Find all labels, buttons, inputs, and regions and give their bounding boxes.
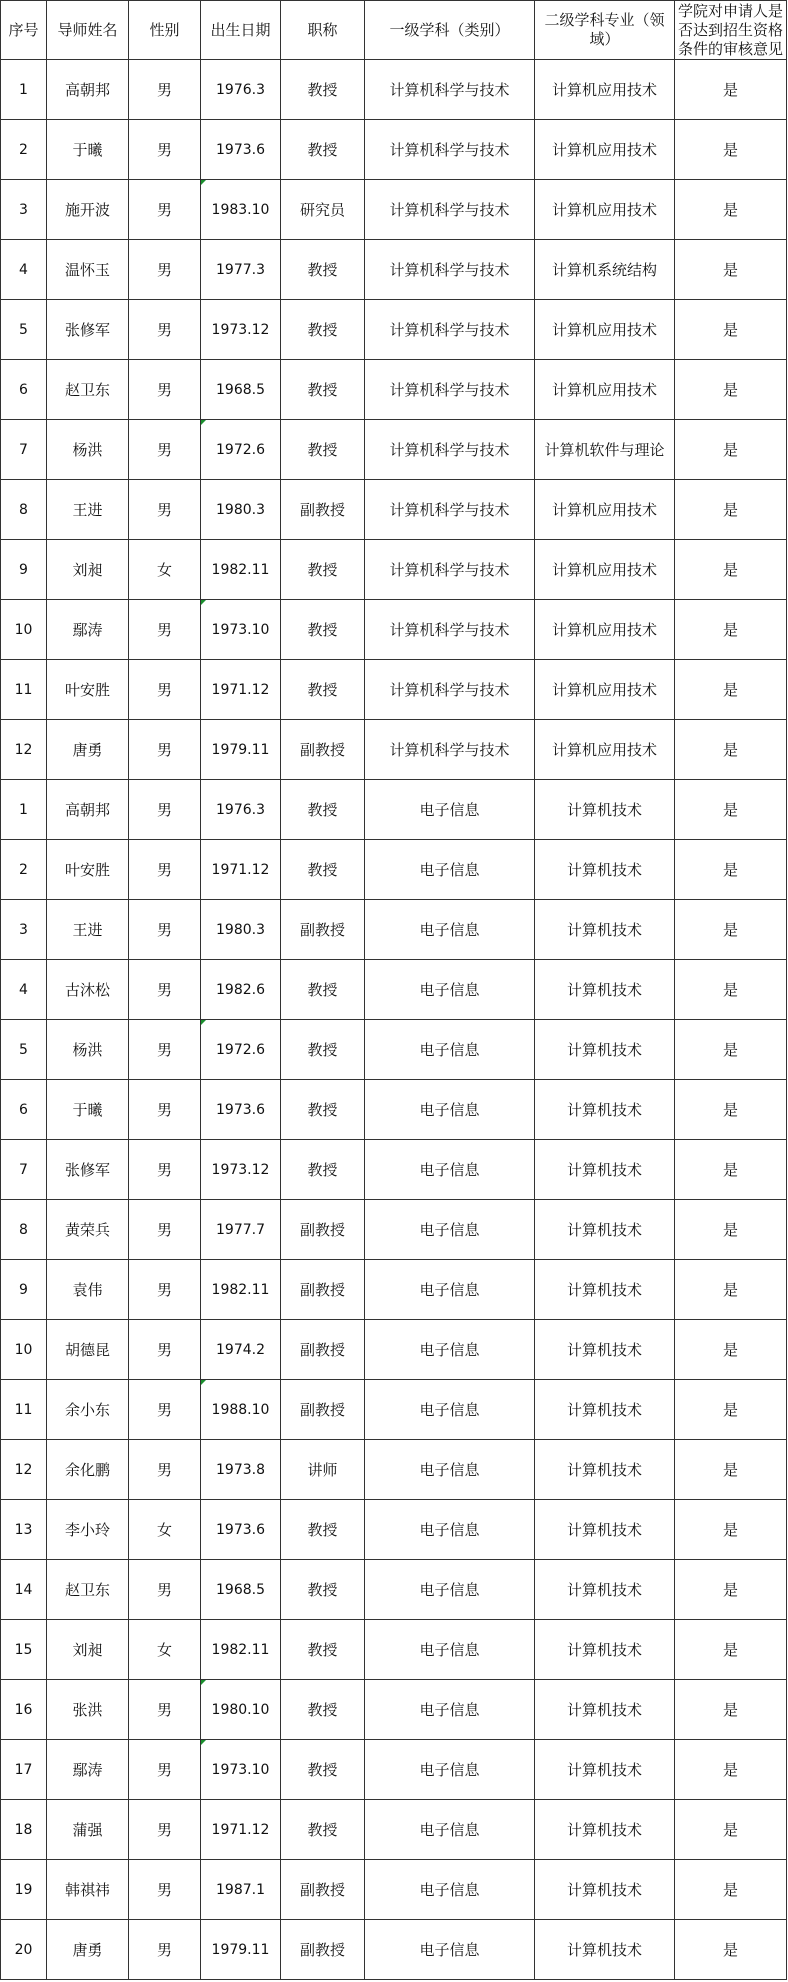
cell-gender: 男	[129, 120, 201, 180]
cell-title: 教授	[281, 780, 365, 840]
cell-title: 教授	[281, 840, 365, 900]
cell-secondary-discipline: 计算机应用技术	[535, 180, 675, 240]
table-row	[1, 1440, 787, 1500]
cell-title: 教授	[281, 1680, 365, 1740]
table-row	[1, 120, 787, 180]
cell-secondary-discipline: 计算机技术	[535, 900, 675, 960]
table-row	[1, 600, 787, 660]
cell-birth-date: 1982.11	[201, 1260, 281, 1320]
cell-gender: 男	[129, 1800, 201, 1860]
cell-birth-date: 1980.10	[201, 1680, 281, 1740]
cell-secondary-discipline: 计算机技术	[535, 1500, 675, 1560]
cell-birth-date: 1973.10	[201, 600, 281, 660]
cell-review-opinion: 是	[675, 1560, 787, 1620]
cell-index: 16	[1, 1680, 47, 1740]
table-row	[1, 1140, 787, 1200]
cell-gender: 男	[129, 900, 201, 960]
cell-gender: 男	[129, 1860, 201, 1920]
cell-gender: 男	[129, 1440, 201, 1500]
cell-secondary-discipline: 计算机系统结构	[535, 240, 675, 300]
cell-secondary-discipline: 计算机技术	[535, 1200, 675, 1260]
cell-review-opinion: 是	[675, 360, 787, 420]
cell-index: 12	[1, 1440, 47, 1500]
table-row	[1, 420, 787, 480]
cell-birth-date: 1987.1	[201, 1860, 281, 1920]
cell-title: 教授	[281, 1740, 365, 1800]
header-name: 导师姓名	[47, 1, 129, 60]
cell-index: 13	[1, 1500, 47, 1560]
cell-primary-discipline: 计算机科学与技术	[365, 660, 535, 720]
cell-review-opinion: 是	[675, 960, 787, 1020]
cell-review-opinion: 是	[675, 1080, 787, 1140]
header-birth-date: 出生日期	[201, 1, 281, 60]
cell-index: 1	[1, 60, 47, 120]
cell-review-opinion: 是	[675, 1500, 787, 1560]
cell-title: 副教授	[281, 1860, 365, 1920]
cell-name: 温怀玉	[47, 240, 129, 300]
cell-birth-date: 1982.11	[201, 540, 281, 600]
cell-primary-discipline: 电子信息	[365, 1020, 535, 1080]
cell-gender: 男	[129, 1320, 201, 1380]
cell-primary-discipline: 计算机科学与技术	[365, 240, 535, 300]
cell-birth-date: 1977.3	[201, 240, 281, 300]
cell-title: 教授	[281, 1500, 365, 1560]
cell-title: 研究员	[281, 180, 365, 240]
table-row	[1, 60, 787, 120]
cell-birth-date: 1968.5	[201, 1560, 281, 1620]
cell-review-opinion: 是	[675, 780, 787, 840]
cell-gender: 男	[129, 1680, 201, 1740]
table-row	[1, 1800, 787, 1860]
table-row	[1, 360, 787, 420]
cell-review-opinion: 是	[675, 840, 787, 900]
cell-title: 教授	[281, 1620, 365, 1680]
cell-name: 鄢涛	[47, 600, 129, 660]
table-row	[1, 1740, 787, 1800]
cell-gender: 男	[129, 1380, 201, 1440]
cell-secondary-discipline: 计算机技术	[535, 960, 675, 1020]
cell-index: 7	[1, 1140, 47, 1200]
cell-gender: 男	[129, 1140, 201, 1200]
cell-birth-date: 1971.12	[201, 1800, 281, 1860]
cell-index: 10	[1, 600, 47, 660]
cell-primary-discipline: 电子信息	[365, 1140, 535, 1200]
table-row	[1, 1920, 787, 1980]
cell-gender: 男	[129, 420, 201, 480]
table-row	[1, 1680, 787, 1740]
cell-secondary-discipline: 计算机技术	[535, 1320, 675, 1380]
cell-name: 高朝邦	[47, 780, 129, 840]
cell-gender: 男	[129, 840, 201, 900]
cell-gender: 男	[129, 360, 201, 420]
cell-primary-discipline: 电子信息	[365, 1080, 535, 1140]
cell-name: 刘昶	[47, 540, 129, 600]
cell-secondary-discipline: 计算机技术	[535, 1740, 675, 1800]
table-row	[1, 1560, 787, 1620]
cell-secondary-discipline: 计算机技术	[535, 1920, 675, 1980]
cell-gender: 男	[129, 600, 201, 660]
table-body	[1, 60, 787, 1980]
cell-index: 20	[1, 1920, 47, 1980]
cell-secondary-discipline: 计算机应用技术	[535, 720, 675, 780]
cell-gender: 男	[129, 1020, 201, 1080]
cell-gender: 女	[129, 540, 201, 600]
cell-primary-discipline: 计算机科学与技术	[365, 480, 535, 540]
cell-index: 8	[1, 1200, 47, 1260]
cell-birth-date: 1982.6	[201, 960, 281, 1020]
cell-index: 19	[1, 1860, 47, 1920]
cell-title: 教授	[281, 960, 365, 1020]
table-row	[1, 540, 787, 600]
cell-name: 刘昶	[47, 1620, 129, 1680]
cell-name: 王进	[47, 480, 129, 540]
cell-title: 教授	[281, 300, 365, 360]
cell-title: 教授	[281, 1560, 365, 1620]
cell-primary-discipline: 计算机科学与技术	[365, 120, 535, 180]
cell-review-opinion: 是	[675, 1920, 787, 1980]
cell-birth-date: 1982.11	[201, 1620, 281, 1680]
table-row	[1, 960, 787, 1020]
cell-index: 3	[1, 900, 47, 960]
table-row	[1, 1860, 787, 1920]
cell-review-opinion: 是	[675, 420, 787, 480]
cell-secondary-discipline: 计算机应用技术	[535, 360, 675, 420]
cell-birth-date: 1971.12	[201, 660, 281, 720]
cell-gender: 男	[129, 1740, 201, 1800]
cell-primary-discipline: 电子信息	[365, 1380, 535, 1440]
header-row	[1, 1, 787, 60]
cell-name: 王进	[47, 900, 129, 960]
cell-title: 教授	[281, 1140, 365, 1200]
cell-birth-date: 1973.12	[201, 1140, 281, 1200]
cell-secondary-discipline: 计算机技术	[535, 1800, 675, 1860]
cell-primary-discipline: 电子信息	[365, 1800, 535, 1860]
cell-primary-discipline: 电子信息	[365, 1260, 535, 1320]
cell-index: 11	[1, 660, 47, 720]
cell-name: 唐勇	[47, 720, 129, 780]
cell-review-opinion: 是	[675, 180, 787, 240]
cell-gender: 女	[129, 1500, 201, 1560]
cell-title: 教授	[281, 1020, 365, 1080]
cell-index: 2	[1, 840, 47, 900]
cell-review-opinion: 是	[675, 1140, 787, 1200]
cell-review-opinion: 是	[675, 540, 787, 600]
cell-title: 副教授	[281, 720, 365, 780]
cell-secondary-discipline: 计算机技术	[535, 1680, 675, 1740]
cell-name: 张洪	[47, 1680, 129, 1740]
cell-review-opinion: 是	[675, 60, 787, 120]
cell-name: 余小东	[47, 1380, 129, 1440]
cell-title: 教授	[281, 1080, 365, 1140]
cell-primary-discipline: 计算机科学与技术	[365, 300, 535, 360]
table-row	[1, 1500, 787, 1560]
cell-primary-discipline: 计算机科学与技术	[365, 180, 535, 240]
cell-name: 李小玲	[47, 1500, 129, 1560]
cell-primary-discipline: 计算机科学与技术	[365, 600, 535, 660]
cell-secondary-discipline: 计算机技术	[535, 1380, 675, 1440]
table-row	[1, 840, 787, 900]
cell-secondary-discipline: 计算机技术	[535, 1140, 675, 1200]
cell-secondary-discipline: 计算机技术	[535, 1560, 675, 1620]
cell-name: 高朝邦	[47, 60, 129, 120]
cell-gender: 男	[129, 1080, 201, 1140]
cell-index: 9	[1, 1260, 47, 1320]
cell-secondary-discipline: 计算机技术	[535, 1440, 675, 1500]
table-row	[1, 780, 787, 840]
cell-review-opinion: 是	[675, 1800, 787, 1860]
cell-name: 袁伟	[47, 1260, 129, 1320]
cell-index: 18	[1, 1800, 47, 1860]
cell-index: 14	[1, 1560, 47, 1620]
cell-name: 叶安胜	[47, 660, 129, 720]
cell-birth-date: 1973.12	[201, 300, 281, 360]
cell-title: 教授	[281, 540, 365, 600]
table-row	[1, 1320, 787, 1380]
cell-review-opinion: 是	[675, 1380, 787, 1440]
cell-birth-date: 1979.11	[201, 720, 281, 780]
table-row	[1, 240, 787, 300]
cell-title: 教授	[281, 120, 365, 180]
cell-primary-discipline: 电子信息	[365, 1860, 535, 1920]
cell-primary-discipline: 电子信息	[365, 1620, 535, 1680]
cell-primary-discipline: 电子信息	[365, 900, 535, 960]
cell-review-opinion: 是	[675, 660, 787, 720]
table-row	[1, 1200, 787, 1260]
cell-name: 鄢涛	[47, 1740, 129, 1800]
cell-index: 17	[1, 1740, 47, 1800]
cell-gender: 男	[129, 60, 201, 120]
header-index: 序号	[1, 1, 47, 60]
cell-secondary-discipline: 计算机应用技术	[535, 540, 675, 600]
cell-index: 4	[1, 240, 47, 300]
cell-secondary-discipline: 计算机应用技术	[535, 60, 675, 120]
cell-secondary-discipline: 计算机技术	[535, 840, 675, 900]
cell-review-opinion: 是	[675, 300, 787, 360]
cell-index: 2	[1, 120, 47, 180]
cell-name: 于曦	[47, 120, 129, 180]
cell-title: 副教授	[281, 1320, 365, 1380]
header-gender: 性别	[129, 1, 201, 60]
cell-name: 古沐松	[47, 960, 129, 1020]
cell-birth-date: 1971.12	[201, 840, 281, 900]
cell-name: 赵卫东	[47, 360, 129, 420]
table-row	[1, 900, 787, 960]
header-title: 职称	[281, 1, 365, 60]
cell-primary-discipline: 电子信息	[365, 1560, 535, 1620]
cell-birth-date: 1980.3	[201, 480, 281, 540]
cell-review-opinion: 是	[675, 1740, 787, 1800]
cell-index: 1	[1, 780, 47, 840]
cell-name: 余化鹏	[47, 1440, 129, 1500]
cell-primary-discipline: 电子信息	[365, 1680, 535, 1740]
cell-index: 5	[1, 1020, 47, 1080]
cell-birth-date: 1973.10	[201, 1740, 281, 1800]
table-row	[1, 1620, 787, 1680]
cell-gender: 男	[129, 180, 201, 240]
cell-name: 蒲强	[47, 1800, 129, 1860]
table-row	[1, 720, 787, 780]
table-row	[1, 1020, 787, 1080]
table-row	[1, 180, 787, 240]
cell-gender: 男	[129, 780, 201, 840]
cell-secondary-discipline: 计算机技术	[535, 780, 675, 840]
cell-secondary-discipline: 计算机技术	[535, 1020, 675, 1080]
header-review-opinion: 学院对申请人是否达到招生资格条件的审核意见	[675, 1, 787, 60]
cell-title: 教授	[281, 60, 365, 120]
cell-birth-date: 1988.10	[201, 1380, 281, 1440]
cell-name: 杨洪	[47, 1020, 129, 1080]
cell-index: 11	[1, 1380, 47, 1440]
cell-birth-date: 1974.2	[201, 1320, 281, 1380]
cell-gender: 男	[129, 720, 201, 780]
cell-primary-discipline: 电子信息	[365, 840, 535, 900]
cell-secondary-discipline: 计算机应用技术	[535, 480, 675, 540]
cell-review-opinion: 是	[675, 1860, 787, 1920]
cell-gender: 男	[129, 240, 201, 300]
cell-name: 张修军	[47, 1140, 129, 1200]
cell-gender: 男	[129, 960, 201, 1020]
table-row	[1, 480, 787, 540]
cell-secondary-discipline: 计算机技术	[535, 1080, 675, 1140]
cell-primary-discipline: 电子信息	[365, 780, 535, 840]
cell-name: 张修军	[47, 300, 129, 360]
cell-secondary-discipline: 计算机技术	[535, 1260, 675, 1320]
cell-review-opinion: 是	[675, 1440, 787, 1500]
cell-birth-date: 1973.6	[201, 120, 281, 180]
cell-name: 赵卫东	[47, 1560, 129, 1620]
cell-gender: 男	[129, 1260, 201, 1320]
cell-index: 4	[1, 960, 47, 1020]
cell-title: 教授	[281, 660, 365, 720]
cell-title: 副教授	[281, 1200, 365, 1260]
cell-title: 教授	[281, 1800, 365, 1860]
cell-review-opinion: 是	[675, 720, 787, 780]
cell-index: 12	[1, 720, 47, 780]
cell-secondary-discipline: 计算机应用技术	[535, 600, 675, 660]
cell-birth-date: 1973.8	[201, 1440, 281, 1500]
cell-birth-date: 1973.6	[201, 1500, 281, 1560]
cell-secondary-discipline: 计算机应用技术	[535, 300, 675, 360]
cell-birth-date: 1980.3	[201, 900, 281, 960]
cell-gender: 男	[129, 1200, 201, 1260]
cell-title: 副教授	[281, 900, 365, 960]
cell-title: 副教授	[281, 1380, 365, 1440]
cell-primary-discipline: 电子信息	[365, 1320, 535, 1380]
cell-name: 黄荣兵	[47, 1200, 129, 1260]
cell-gender: 男	[129, 480, 201, 540]
cell-review-opinion: 是	[675, 1020, 787, 1080]
cell-birth-date: 1972.6	[201, 1020, 281, 1080]
cell-review-opinion: 是	[675, 1200, 787, 1260]
cell-name: 于曦	[47, 1080, 129, 1140]
cell-gender: 男	[129, 660, 201, 720]
cell-primary-discipline: 计算机科学与技术	[365, 360, 535, 420]
cell-name: 胡德昆	[47, 1320, 129, 1380]
cell-birth-date: 1976.3	[201, 780, 281, 840]
cell-primary-discipline: 电子信息	[365, 1440, 535, 1500]
cell-title: 教授	[281, 240, 365, 300]
cell-review-opinion: 是	[675, 1320, 787, 1380]
cell-title: 教授	[281, 600, 365, 660]
cell-gender: 男	[129, 1560, 201, 1620]
table-row	[1, 660, 787, 720]
cell-review-opinion: 是	[675, 900, 787, 960]
cell-gender: 女	[129, 1620, 201, 1680]
cell-gender: 男	[129, 300, 201, 360]
cell-review-opinion: 是	[675, 1260, 787, 1320]
header-primary-discipline: 一级学科（类别）	[365, 1, 535, 60]
cell-name: 韩祺祎	[47, 1860, 129, 1920]
cell-title: 教授	[281, 420, 365, 480]
cell-primary-discipline: 电子信息	[365, 1500, 535, 1560]
header-secondary-discipline: 二级学科专业（领域）	[535, 1, 675, 60]
cell-index: 7	[1, 420, 47, 480]
cell-index: 6	[1, 1080, 47, 1140]
cell-birth-date: 1977.7	[201, 1200, 281, 1260]
cell-birth-date: 1968.5	[201, 360, 281, 420]
cell-birth-date: 1976.3	[201, 60, 281, 120]
cell-gender: 男	[129, 1920, 201, 1980]
cell-secondary-discipline: 计算机软件与理论	[535, 420, 675, 480]
cell-primary-discipline: 计算机科学与技术	[365, 420, 535, 480]
cell-birth-date: 1983.10	[201, 180, 281, 240]
cell-secondary-discipline: 计算机应用技术	[535, 660, 675, 720]
cell-review-opinion: 是	[675, 480, 787, 540]
cell-index: 3	[1, 180, 47, 240]
cell-index: 6	[1, 360, 47, 420]
cell-primary-discipline: 计算机科学与技术	[365, 60, 535, 120]
cell-name: 杨洪	[47, 420, 129, 480]
cell-birth-date: 1972.6	[201, 420, 281, 480]
cell-review-opinion: 是	[675, 1680, 787, 1740]
cell-title: 副教授	[281, 480, 365, 540]
cell-review-opinion: 是	[675, 120, 787, 180]
cell-index: 15	[1, 1620, 47, 1680]
cell-primary-discipline: 电子信息	[365, 1920, 535, 1980]
cell-primary-discipline: 计算机科学与技术	[365, 540, 535, 600]
cell-review-opinion: 是	[675, 240, 787, 300]
cell-secondary-discipline: 计算机技术	[535, 1860, 675, 1920]
cell-name: 叶安胜	[47, 840, 129, 900]
table-row	[1, 300, 787, 360]
cell-name: 施开波	[47, 180, 129, 240]
cell-review-opinion: 是	[675, 1620, 787, 1680]
cell-review-opinion: 是	[675, 600, 787, 660]
cell-index: 10	[1, 1320, 47, 1380]
cell-title: 教授	[281, 360, 365, 420]
cell-secondary-discipline: 计算机应用技术	[535, 120, 675, 180]
cell-index: 5	[1, 300, 47, 360]
table-row	[1, 1260, 787, 1320]
cell-primary-discipline: 电子信息	[365, 1200, 535, 1260]
cell-birth-date: 1973.6	[201, 1080, 281, 1140]
cell-birth-date: 1979.11	[201, 1920, 281, 1980]
cell-secondary-discipline: 计算机技术	[535, 1620, 675, 1680]
table-row	[1, 1080, 787, 1140]
cell-index: 9	[1, 540, 47, 600]
cell-index: 8	[1, 480, 47, 540]
cell-name: 唐勇	[47, 1920, 129, 1980]
cell-title: 讲师	[281, 1440, 365, 1500]
cell-primary-discipline: 计算机科学与技术	[365, 720, 535, 780]
cell-primary-discipline: 电子信息	[365, 1740, 535, 1800]
cell-title: 副教授	[281, 1920, 365, 1980]
cell-title: 副教授	[281, 1260, 365, 1320]
cell-primary-discipline: 电子信息	[365, 960, 535, 1020]
table-row	[1, 1380, 787, 1440]
